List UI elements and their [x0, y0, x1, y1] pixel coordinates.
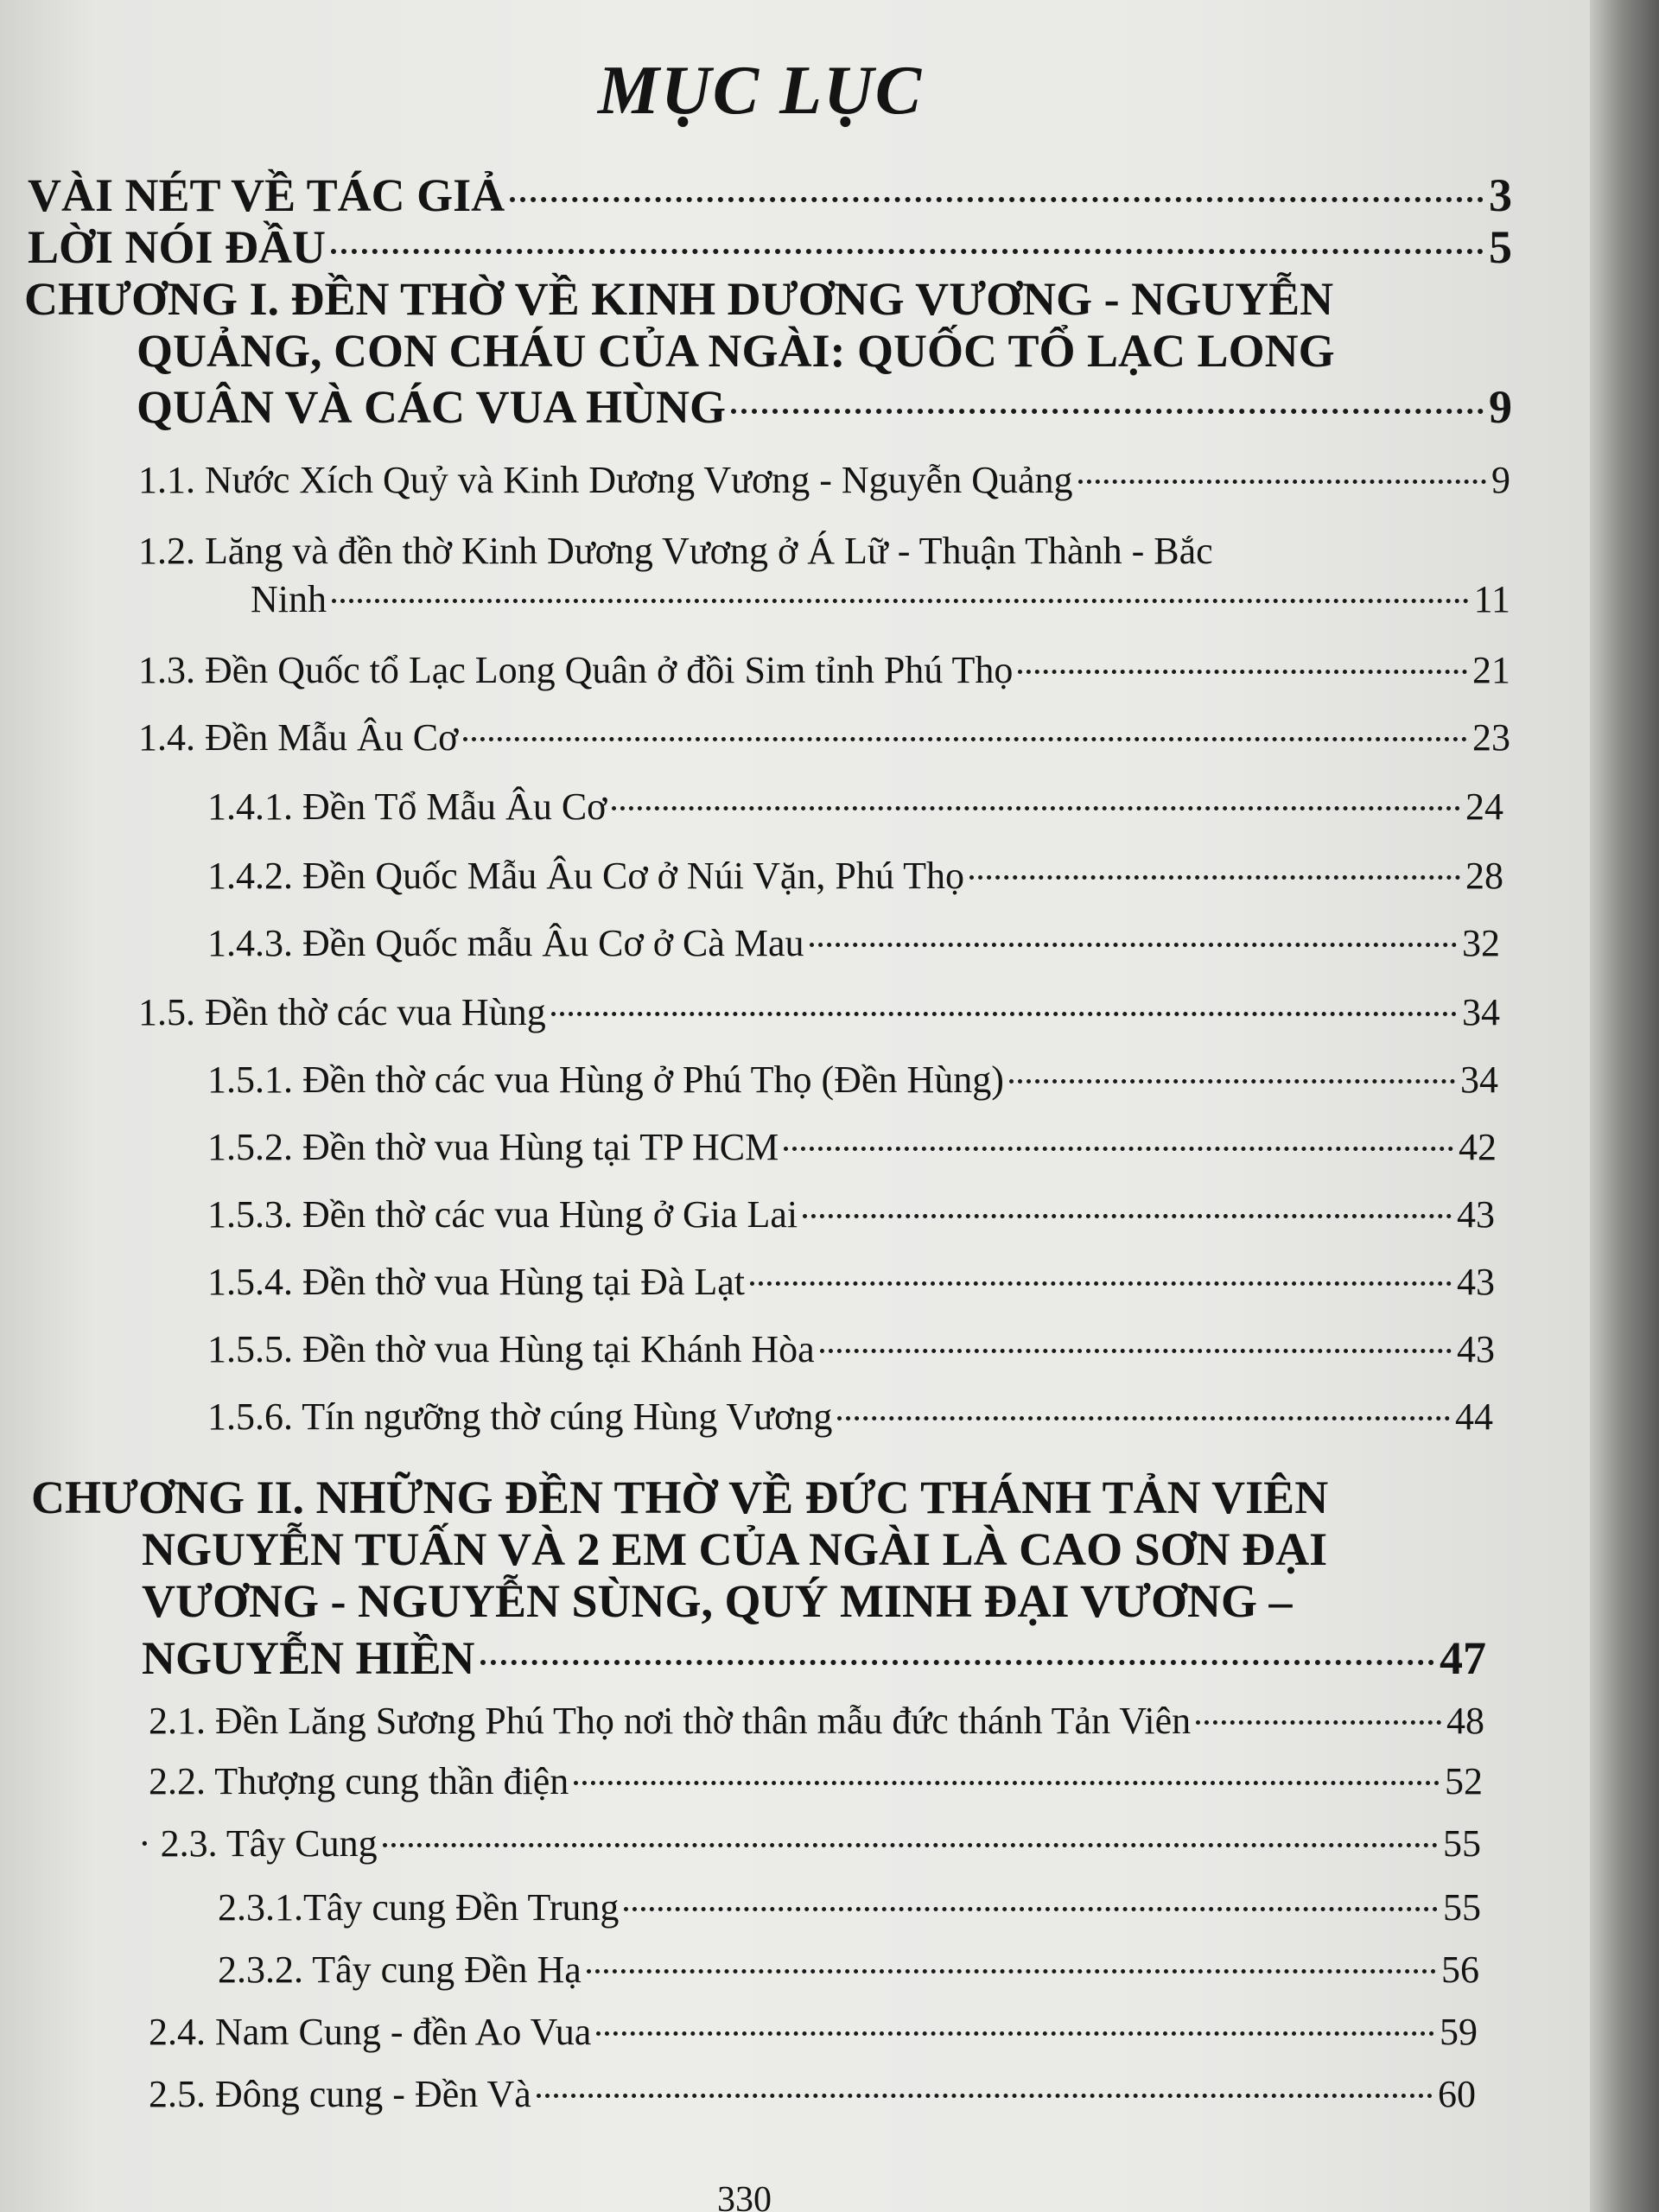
page-number: 330 [717, 2180, 772, 2212]
toc-item-1-5-1 [207, 1058, 1498, 1102]
toc-entry-author [28, 168, 1512, 222]
toc-item-1-3 [138, 648, 1510, 692]
toc-item-1-5-5 [207, 1327, 1495, 1371]
toc-item-1-2-line-1: 1.2. Lăng và đền thờ Kinh Dương Vương ở Á Lữ - Thuận Thành - Bắc [138, 530, 1213, 572]
dot-leader [969, 875, 1460, 880]
toc-page-number: 55 [1443, 1886, 1481, 1929]
toc-page-number: 59 [1440, 2011, 1478, 2053]
page-title: MỤC LỤC [597, 53, 924, 129]
toc-page-number: 47 [1440, 1632, 1486, 1684]
toc-item-1-2 [251, 577, 1510, 621]
dot-leader [332, 599, 1469, 603]
toc-page-number: 34 [1460, 1058, 1498, 1101]
toc-item-2-5 [149, 2072, 1476, 2116]
toc-entry-label: VÀI NÉT VỀ TÁC GIẢ [28, 169, 505, 221]
dot-leader [1009, 1079, 1455, 1084]
toc-page-number: 43 [1457, 1328, 1495, 1370]
dot-leader [731, 409, 1484, 414]
toc-item-2-2 [149, 1759, 1483, 1803]
dot-leader [803, 1214, 1452, 1218]
toc-entry-label: 2.4. Nam Cung - đền Ao Vua [149, 2011, 592, 2053]
toc-page-number: 52 [1445, 1760, 1483, 1802]
toc-item-2-3 [138, 1821, 1481, 1866]
dot-leader [463, 737, 1467, 741]
toc-entry-label: QUÂN VÀ CÁC VUA HÙNG [137, 381, 727, 433]
toc-entry-label: 2.3.1.Tây cung Đền Trung [218, 1886, 620, 1929]
toc-entry-label: Ninh [251, 578, 327, 620]
chapter-2-heading-line-1: CHƯƠNG II. NHỮNG ĐỀN THỜ VỀ ĐỨC THÁNH TẢN VIÊN [31, 1471, 1329, 1523]
dot-leader [480, 1660, 1434, 1665]
toc-entry-label: 1.5.2. Đền thờ vua Hùng tại TP HCM [207, 1126, 779, 1168]
toc-item-2-3-2 [218, 1948, 1479, 1992]
dot-leader [537, 2094, 1433, 2098]
toc-entry-label: 1.4.2. Đền Quốc Mẫu Âu Cơ ở Núi Vặn, Phú Thọ [207, 855, 964, 897]
toc-page-number: 9 [1489, 381, 1512, 433]
toc-page-number: 9 [1491, 459, 1510, 501]
dot-leader [510, 197, 1484, 202]
dot-leader [551, 1012, 1457, 1016]
toc-item-1-5-2 [207, 1125, 1497, 1169]
dot-leader [596, 2031, 1434, 2036]
chapter-1-heading-line-1: CHƯƠNG I. ĐỀN THỜ VỀ KINH DƯƠNG VƯƠNG - NGUYỄN [24, 273, 1334, 325]
toc-entry-label: 1.5.4. Đền thờ vua Hùng tại Đà Lạt [207, 1261, 746, 1303]
toc-page-number: 28 [1465, 855, 1503, 897]
toc-page-number: 56 [1441, 1948, 1479, 1991]
dot-leader [837, 1416, 1450, 1421]
toc-entry-label: 2.5. Đông cung - Đền Và [149, 2073, 531, 2115]
chapter-1-heading-line-3 [137, 380, 1512, 434]
toc-entry-label: 1.5.1. Đền thờ các vua Hùng ở Phú Thọ (Đền Hùng) [207, 1058, 1004, 1101]
chapter-2-heading-line-4 [142, 1631, 1486, 1685]
dot-leader [810, 943, 1457, 947]
toc-item-2-3-1 [218, 1885, 1481, 1929]
toc-entry-label: 1.1. Nước Xích Quỷ và Kinh Dương Vương - Nguyễn Quảng [138, 459, 1073, 501]
dot-leader [587, 1969, 1436, 1974]
dot-leader [784, 1147, 1453, 1151]
toc-page-number: 24 [1465, 785, 1503, 828]
toc-item-2-1 [149, 1699, 1484, 1743]
toc-page-number: 23 [1472, 716, 1510, 759]
toc-entry-preface [28, 220, 1512, 274]
toc-page-number: 44 [1455, 1395, 1493, 1438]
toc-entry-label: NGUYỄN HIỀN [142, 1632, 475, 1684]
toc-item-1-5 [138, 990, 1500, 1034]
dot-leader [1196, 1720, 1441, 1725]
toc-item-1-5-6 [207, 1395, 1493, 1439]
toc-entry-label: 1.4.3. Đền Quốc mẫu Âu Cơ ở Cà Mau [207, 922, 804, 964]
dot-leader [331, 249, 1484, 254]
toc-item-1-4-2 [207, 854, 1503, 898]
toc-entry-label: 1.4. Đền Mẫu Âu Cơ [138, 716, 459, 759]
toc-page-number: 11 [1473, 578, 1510, 620]
toc-page-number: 60 [1438, 2073, 1476, 2115]
dot-leader [383, 1843, 1438, 1847]
dot-leader [820, 1349, 1452, 1353]
toc-entry-label: 1.5.5. Đền thờ vua Hùng tại Khánh Hòa [207, 1328, 815, 1370]
toc-page-number: 34 [1462, 991, 1500, 1033]
dot-leader [750, 1281, 1452, 1286]
chapter-2-heading-line-2: NGUYỄN TUẤN VÀ 2 EM CỦA NGÀI LÀ CAO SƠN ĐẠI [142, 1523, 1328, 1575]
toc-entry-label: · 2.3. Tây Cung [138, 1822, 378, 1865]
toc-item-2-4 [149, 2010, 1478, 2054]
dot-leader [624, 1907, 1438, 1911]
toc-page-number: 43 [1457, 1261, 1495, 1303]
toc-item-1-5-4 [207, 1260, 1495, 1304]
toc-page-number: 43 [1457, 1193, 1495, 1236]
toc-item-1-4-1 [207, 785, 1503, 829]
dot-leader [1018, 670, 1467, 674]
toc-item-1-4 [138, 715, 1510, 760]
dot-leader [612, 806, 1460, 810]
toc-page-number: 5 [1489, 221, 1512, 273]
chapter-2-heading-line-3: VƯƠNG - NGUYỄN SÙNG, QUÝ MINH ĐẠI VƯƠNG – [142, 1575, 1293, 1627]
toc-entry-label: LỜI NÓI ĐẦU [28, 221, 327, 273]
chapter-1-heading-line-2: QUẢNG, CON CHÁU CỦA NGÀI: QUỐC TỔ LẠC LONG [137, 325, 1335, 377]
toc-entry-label: 2.1. Đền Lăng Sương Phú Thọ nơi thờ thân mẫu đức thánh Tản Viên [149, 1700, 1192, 1742]
dot-leader [1078, 480, 1486, 484]
toc-entry-label: 1.5.6. Tín ngưỡng thờ cúng Hùng Vương [207, 1395, 833, 1438]
toc-entry-label: 1.5. Đền thờ các vua Hùng [138, 991, 546, 1033]
toc-entry-label: 1.3. Đền Quốc tổ Lạc Long Quân ở đồi Sim tỉnh Phú Thọ [138, 649, 1014, 691]
toc-entry-label: 1.4.1. Đền Tổ Mẫu Âu Cơ [207, 785, 607, 828]
toc-page-number: 21 [1472, 649, 1510, 691]
dot-leader [574, 1781, 1440, 1785]
toc-item-1-4-3 [207, 921, 1500, 965]
toc-page-number: 32 [1462, 922, 1500, 964]
toc-entry-label: 2.2. Thượng cung thần điện [149, 1760, 569, 1802]
toc-page-number: 42 [1459, 1126, 1497, 1168]
toc-entry-label: 2.3.2. Tây cung Đền Hạ [218, 1948, 582, 1991]
book-spine-shadow [1590, 0, 1659, 2212]
toc-item-1-1 [138, 458, 1510, 502]
toc-page-number: 48 [1446, 1700, 1484, 1742]
toc-page-number: 55 [1443, 1822, 1481, 1865]
toc-page-number: 3 [1489, 169, 1512, 221]
toc-entry-label: 1.5.3. Đền thờ các vua Hùng ở Gia Lai [207, 1193, 798, 1236]
toc-item-1-5-3 [207, 1192, 1495, 1236]
